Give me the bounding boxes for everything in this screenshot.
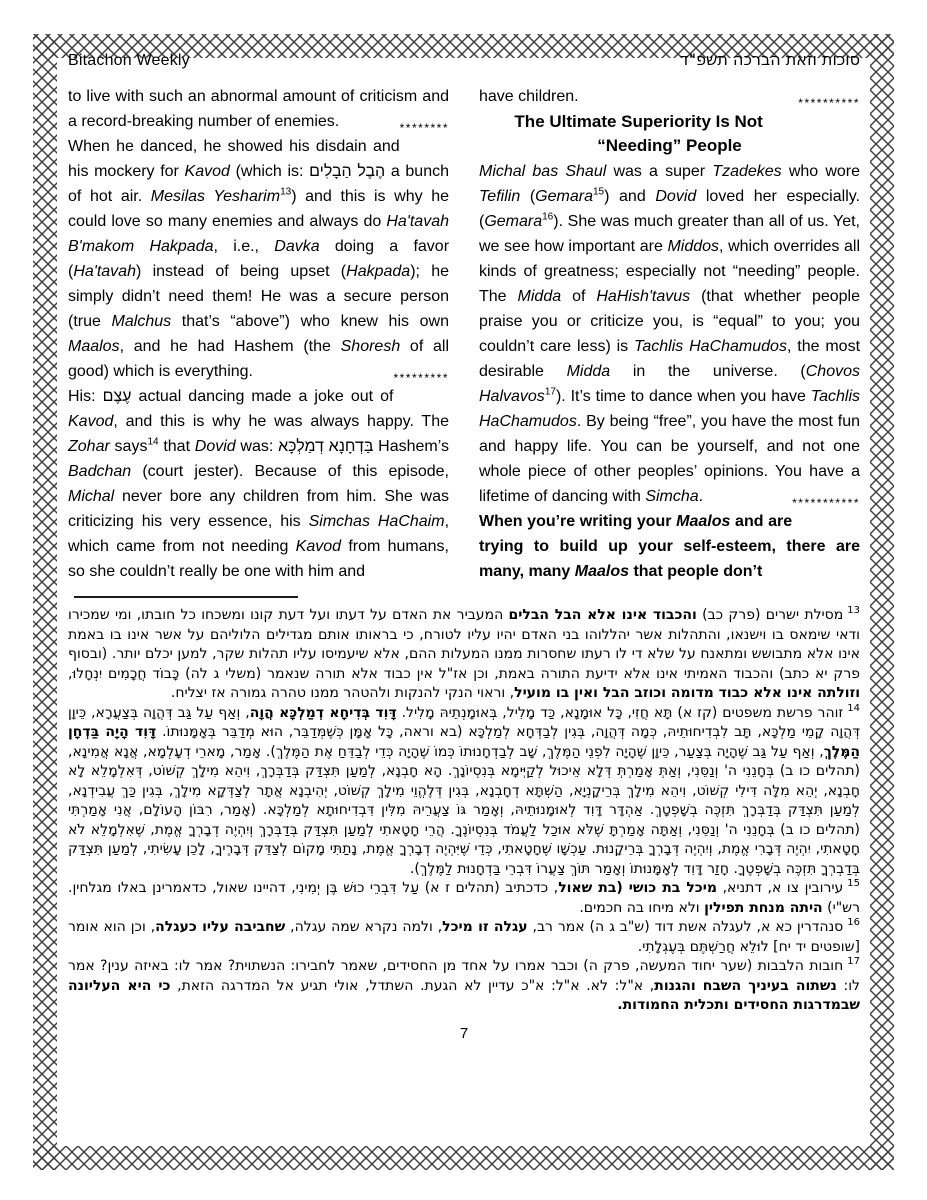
text-run: says (109, 438, 148, 455)
section-heading-line: The Ultimate Superiority Is Not (514, 112, 763, 131)
text-run: was: בַּדְחָנָא דְמַלְכָּא Hashem’s (235, 438, 450, 455)
text-run: Midda (517, 288, 562, 305)
text-run: מיכל בת כושי (בת שאול (558, 880, 717, 896)
text-run: סנהדרין כא א, לעגלה אשת דוד (ש"ב ג ה) אמר רב, (527, 919, 844, 935)
text-run: in the universe. ( (610, 363, 806, 380)
text-run: Middos (667, 238, 720, 255)
text-run: וזולתה אינו אלא כבוד מדומה וכוזב הבל ואין בו מועיל (514, 685, 860, 701)
paragraph (479, 159, 860, 509)
asterisk-separator: ********* (393, 371, 449, 385)
text-run: , which came from not needing (68, 513, 450, 555)
text-run: , וְאַף עַל גַּב דְּהֲוָה בְּצַעֲרָא, כֵּיוָן דְּהֲוָה קָמֵי מַלְכָּא, תָּב לִבְדִיחוּתֵיהּ, כְּמָה דְּהֲוָה, בְּגִין לְבַדְּחָא לְמַלְכָּא (בא וראה, כָּל אָמָּן כְּשֶׁמְּדַבֵּר, הוּא מְדַבֵּר בְּאָמָּנוּתוֹ. (68, 704, 860, 740)
text-run: Maalos (574, 563, 629, 580)
footnote (68, 704, 860, 880)
text-run: His: עֶצֶם actual dancing made a joke out of (68, 388, 394, 405)
newsletter-title: Bitachon Weekly (68, 52, 190, 69)
text-run: Tachlis HaChamudos (634, 338, 787, 355)
footnote (68, 918, 860, 957)
text-run: ). It’s time to dance when you have (555, 388, 811, 405)
text-run: Gemara (535, 188, 593, 205)
text-run: , which overrides all kinds of greatness; especially not “needing” people. The (479, 238, 861, 305)
text-run: Dovid (194, 438, 236, 455)
text-run: Maalos (676, 513, 731, 530)
footnotes-list (68, 606, 860, 1016)
text-run: never bore any children from him. She was criticizing his very essence, his (68, 488, 449, 530)
footnote-ref: 17 (544, 386, 556, 398)
two-column-body (68, 84, 860, 584)
footnote (68, 606, 860, 704)
footnote-ref: 15 (592, 186, 605, 198)
footnote-number: 13 (847, 605, 861, 617)
footnote (68, 957, 860, 1016)
text-run: Simchas HaChaim (308, 513, 445, 530)
text-run: , and he had Hashem (the (119, 338, 341, 355)
text-run: Dovid (655, 188, 697, 205)
text-run: When he danced, he showed his disdain and his mockery for (68, 138, 400, 180)
page-content (68, 50, 860, 1042)
text-run: Badchan (68, 463, 132, 480)
text-run: Kavod (68, 413, 114, 430)
text-run: that people don’t (629, 563, 763, 580)
text-run: (which is: הֶבֶל הַבָלִים a bunch of hot air. (68, 163, 449, 205)
text-run: of (561, 288, 597, 305)
paragraph (68, 134, 449, 384)
text-run: . (698, 488, 704, 505)
footnote-separator-rule (74, 596, 298, 598)
text-run: נשתוה בעיניך השבח והגנות (654, 977, 837, 994)
footnote-number: 14 (847, 702, 860, 714)
text-run: Michal (68, 488, 115, 505)
text-run: מסילת ישרים (פרק כב) (696, 607, 844, 623)
footnote-number: 16 (847, 917, 860, 929)
text-run: Malchus (111, 313, 172, 330)
text-run: היתה מנחת תפילין (704, 899, 823, 916)
asterisk-separator: ******** (399, 121, 449, 135)
text-run: who wore (781, 163, 861, 180)
text-run: כי היא העליונה שבמדרגות החסידים ותכלית החמודות. (68, 977, 860, 1013)
text-run: שחביבה עליו כעגלה (155, 919, 286, 935)
text-run: המעביר את האדם על דעתו ועל דעת קונו ומשכחו כל חובתו, ומי שמכירו ודאי שימאס בו וישנאו, והתהלות אשר יהללוהו בני האדם יהיו עליו לטורח, כי בראותו אותם מגדילים הלוליהם על אשר אינו בו באמת אינו אלא מתבושש ומתאנח על שלא די לו רעתו שחסרות ממנו המעלות ההם, אלא שיעמיסו עליו תהלות שקר, למען יכלם יותר. (ובסוף פרק יא כתב) והכבוד האמיתי אינו אלא ידיעת התורה באמת, וכן אז"ל אין כבוד אלא תורה שנאמר (משלי ג לה) כָּבוֹד חֲכָמִים יִנְחָלוּ, (68, 607, 860, 682)
text-run: , i.e., (213, 238, 275, 255)
text-run: Zohar (68, 438, 110, 455)
text-run: ) and this is why he could love so many enemies and always do (68, 188, 450, 230)
text-run: doing a favor ( (68, 238, 450, 280)
text-run: was a super (606, 163, 713, 180)
text-run: Davka (274, 238, 320, 255)
text-run: Midda (566, 363, 611, 380)
text-run: to live with such an abnormal amount of criticism and a record-breaking number of enemies. (68, 88, 449, 130)
text-run: ); he simply didn’t need them! He was a secure person (true (68, 263, 450, 330)
text-run: דָּוִד הָיָה בַּדְחָן הַמֶּלֶךְ (68, 724, 860, 760)
paragraph (68, 384, 449, 584)
text-run: loved her especially. ( (479, 188, 861, 230)
text-run: When you’re writing your (479, 513, 677, 530)
text-run: Hakpada (346, 263, 411, 280)
text-run: Kavod (184, 163, 230, 180)
text-run: , א"ל: לא. א"ל: א"כ עדיין לא הגעת. השתדל, אולי תגיע אל המדרגה הזאת, (170, 977, 655, 994)
text-run: Kavod (295, 538, 342, 555)
footnote-ref: 16 (542, 211, 554, 223)
text-run: , ולמה נקרא שמה עגלה, (285, 919, 443, 935)
text-run: ( (520, 188, 536, 205)
text-run: עגלה זו מיכל (442, 919, 528, 935)
text-run: Tzadekes (712, 163, 782, 180)
text-run: , and this is why he was always happy. The (113, 413, 449, 430)
text-run: עירובין צו א, דתניא, (717, 880, 844, 896)
text-run: . By being “free”, you have the most fun and happy life. You can be yourself, and not one whole piece of other peoples’ opinions. You have a lifetime of dancing with (479, 413, 860, 505)
paragraph (68, 84, 449, 134)
page-number: 7 (459, 1024, 469, 1042)
text-run: (that whether people praise you or criticize you, is “equal” to you; you couldn’t care less) is (479, 288, 861, 355)
asterisk-separator: *********** (792, 496, 860, 510)
right-column (479, 84, 860, 584)
text-run: חובות הלבבות (שער יחוד המעשה, פרק ה) וכבר אמרו על אחד מן החסידים, שאמר לחבירו: הנשתוית? אמר לו: באיזה ענין? אמר לו: (68, 958, 860, 994)
text-run: of all good) which is everything. (68, 338, 449, 380)
footnote (68, 879, 860, 918)
section-heading-line: “Needing” People (597, 136, 742, 155)
text-run: HaHish'tavus (596, 288, 691, 305)
text-run: Gemara (484, 213, 543, 230)
page-header (68, 50, 860, 70)
section-heading (479, 110, 860, 158)
text-run: Chovos Halvavos (479, 363, 860, 405)
text-run: , כדכתיב (תהלים ז א) עַל דִּבְרֵי כוּשׁ בֶּן יְמִינִי, דהיינו שאול, כדאמרינן באלו מגלחין. רש"י) (68, 880, 860, 916)
text-run: Simcha (645, 488, 699, 505)
footnote-ref: 14 (147, 436, 159, 448)
text-run: ) and (604, 188, 656, 205)
text-run: that’s “above”) who knew his own (171, 313, 450, 330)
text-run: ) instead of being upset ( (135, 263, 347, 280)
text-run: , וכן הוא אומר [שופטים יד יח] לוּלֵא חֲרַשְׁתֶּם בְּעֶגְלָתִי. (68, 919, 860, 955)
text-run: Mesilas Yesharim (150, 188, 281, 205)
footnote-number: 17 (847, 956, 860, 968)
paragraph (479, 84, 860, 109)
left-column (68, 84, 449, 584)
text-run: Maalos (68, 338, 120, 355)
text-run: have children. (479, 88, 579, 105)
text-run: Tachlis HaChamudos (479, 388, 860, 430)
text-run: , וְאַף עַל גַּב שֶׁהָיָה בְּצַעַר, כֵּיוָן שֶׁהָיָה לִפְנֵי הַמֶּלֶךְ, שָׁב לְבַדְחָנוּתוֹ כְּמוֹ שֶׁהָיָה כְּדֵי לְבַדֵּחַ אֶת הַמֶּלֶךְ). אָמַר, מָארֵי דְעָלְמָא, אֲנָא אֲמִינָא, (תהלים כו ב) בְּחָנֵנִי ה' וְנַסֵּנִי, וְאַתְּ אָמַרְתְּ דְּלָא אֵיכוּל לְקַיְּימָא בְּנִסְיוֹנָךְ. הָא חָבְנָא, לְמַעַן תִּצְדַּק בְּדַבְּרָךְ, וִיהֵא מִילָךְ קְשׁוֹט, דְּאִלְמָלֵא לָא חָבְנָא, יְהֵא מִלָּה דִּילִי קְשׁוֹט, וִיהֵא מִילָךְ בְּרֵיקָנְיָא, הַשְׁתָּא דְחָבְנָא, בְּגִין דְּלֶהֱוֵי מִילָךְ קְשׁוֹט, יְהִיבְנָא אֲתָר לְצַדְּקָא מִילָךְ, בְּגִין כַּךְ עֲבִידְנָא, לְמַעַן תִּצְדַּק בְּדַבְּרָךְ תִּזְכֶּה בְשָׁפְטָךְ. אַהְדָּר דָּוִד לְאוּמָנוּתֵיהּ, וְאָמַר גּוֹ צַעֲרֵיהּ מִלִּין דִּבְדִיחוּתָא לְמַלְכָּא. (אָמַר, רִבּוֹן הָעוֹלָם, אֲנִי אָמַרְתִּי (תהלים כו ב) בְּחָנֵנִי ה' וְנַסֵּנִי, וְאַתָּה אָמַרְתָּ שֶׁלֹּא אוּכַל לַעֲמֹד בְּנִסְיוֹנֶךָ. הֲרֵי חָטָאתִי לְמַעַן תִּצְדַּק בְּדַבְּרָךְ וְיִהְיֶה דְבָרְךָ אֱמֶת, שֶׁאִלְמָלֵא לֹא חָטָאתִי, יִהְיֶה דְּבָרִי אֱמֶת, וְיִהְיֶה דְּבָרְךָ בְּרֵיקָנוּת. עַכְשָׁו שֶׁחָטָאתִי, כְּדֵי שֶׁיִּהְיֶה דְבָרְךָ אֱמֶת, נָתַתִּי מָקוֹם לְצַדֵּק דְּבָרֶיךָ, לָכֵן עָשִׂיתִי, לְמַעַן תִּצְדַּק בְּדַבְרְךָ תִּזְכֶּה בְשָׁפְטֶךָ. חָזַר דָּוִד לְאָמָּנוּתוֹ וְאָמַר תּוֹךְ צַעֲרוֹ דִּבְרֵי בַּדְחָנוּת לַמֶּלֶךְ). (68, 743, 860, 877)
text-run: Ha'tavah B'makom Hakpada (68, 213, 449, 255)
text-run: Michal bas Shaul (479, 163, 607, 180)
parsha-date-title: סוכות וזאת הברכה תשפ"ד (679, 50, 860, 69)
text-run: והכבוד אינו אלא הבל הבלים (508, 607, 697, 623)
footnote-number: 15 (847, 878, 860, 890)
text-run: ולא מיחו בה חכמים. (579, 899, 705, 916)
text-run: דָּוִד בְּדִיחָא דְמַלְכָּא הֲוָה (249, 704, 397, 721)
asterisk-separator: ********** (798, 96, 860, 110)
text-run: and are trying to build up your self-esteem, there are many, many (479, 513, 860, 580)
footnotes-section (68, 596, 860, 1016)
text-run: זוהר פרשת משפטים (קז א) תָּא חֲזִי, כָּל אוּמָנָא, כַּד מָלִיל, בְּאוּמָנְתֵיהּ מָלִיל. (396, 704, 844, 721)
text-run: ). She was much greater than all of us. Yet, we see how important are (479, 213, 860, 255)
text-run: Tefilin (479, 188, 521, 205)
text-run: that (158, 438, 195, 455)
text-run: (court jester). Because of this episode, (131, 463, 449, 480)
paragraph (479, 509, 860, 584)
text-run: Ha'tavah (73, 263, 136, 280)
text-run: , the most desirable (479, 338, 861, 380)
text-run: Shoresh (340, 338, 401, 355)
text-run: , וראוי הנקי להנקות ולהטהר ממנו טהרה גמורה אז יצליח. (170, 685, 515, 701)
footnote-ref: 13 (280, 186, 292, 198)
text-run: from humans, so she couldn’t really be one with him and (68, 538, 449, 580)
